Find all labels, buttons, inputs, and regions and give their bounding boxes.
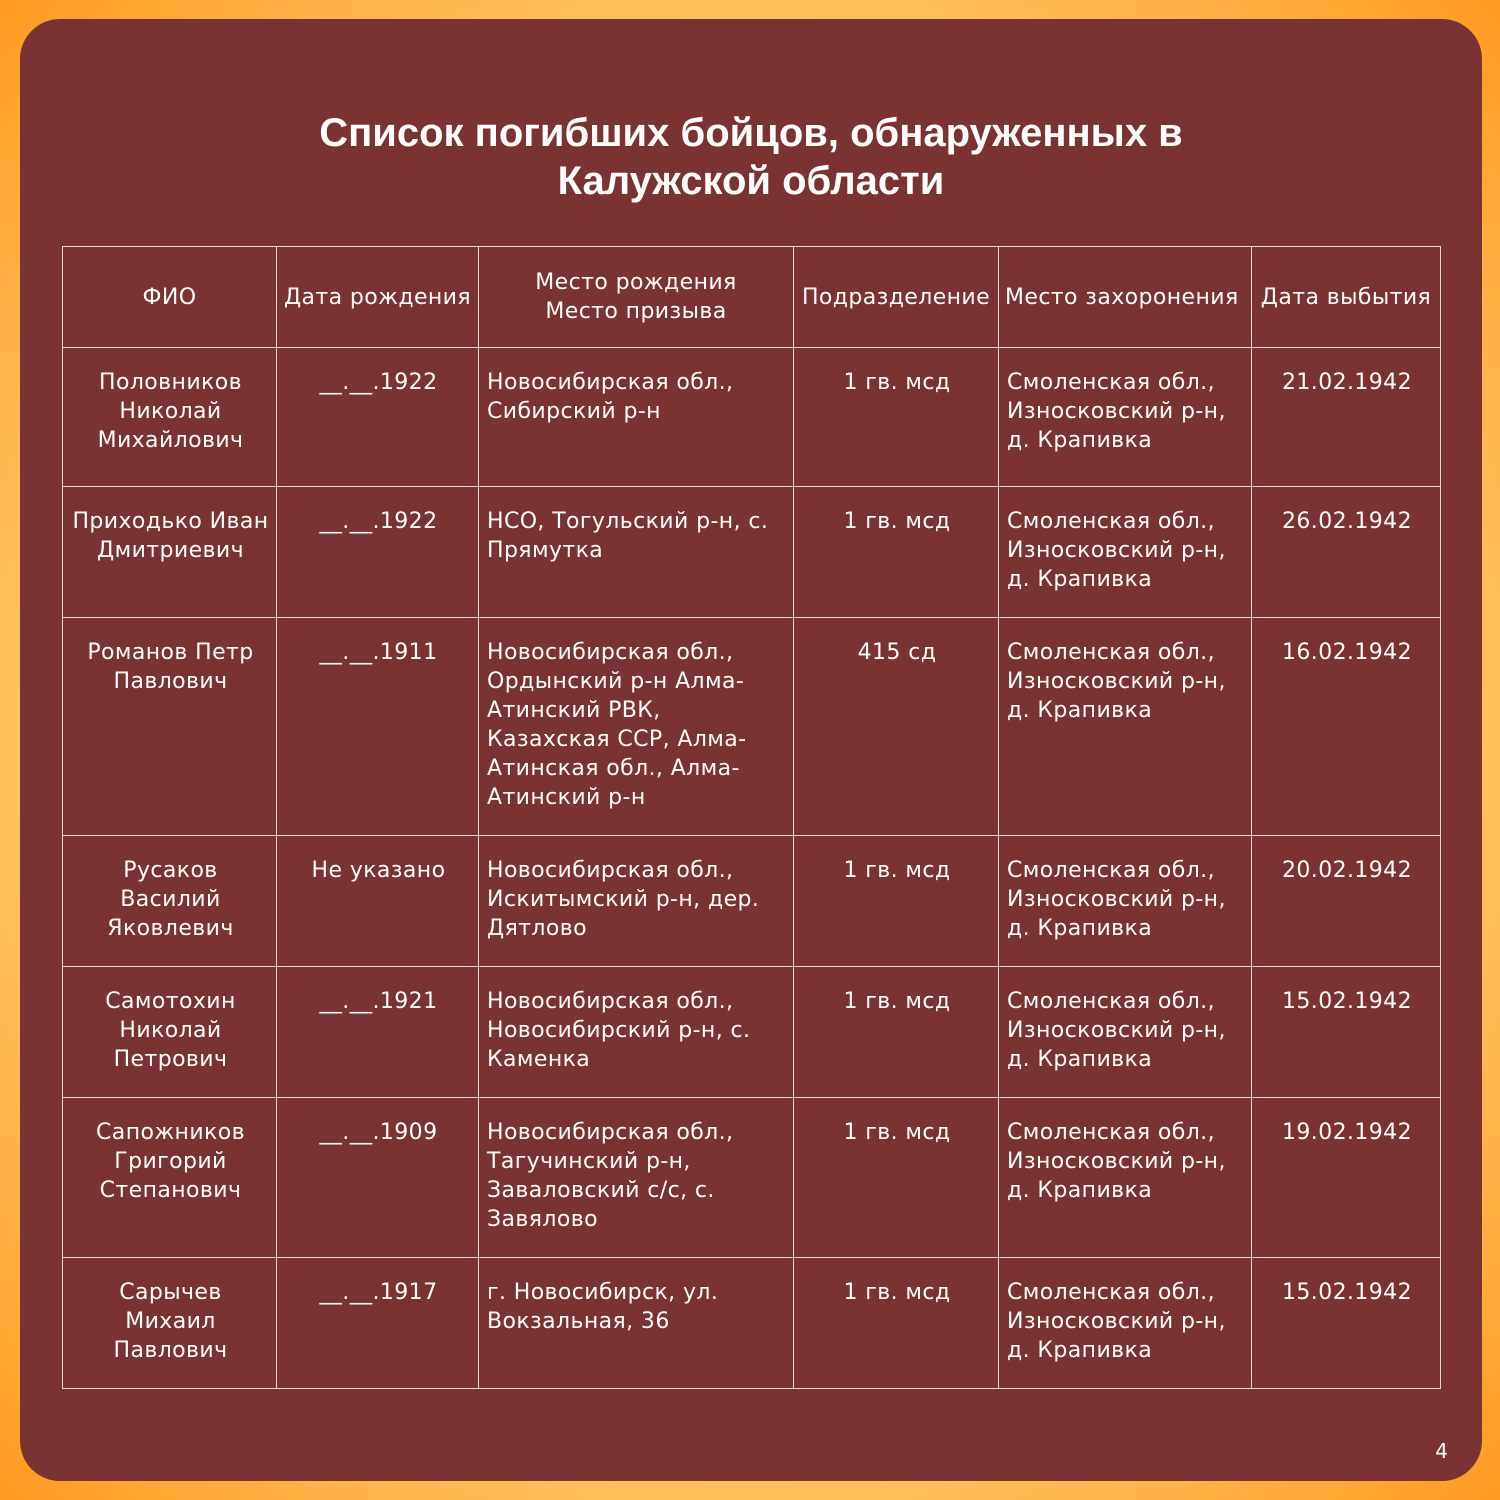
cell-burial-place: Смоленская обл., Износковский р-н, д. Крапивка — [999, 618, 1252, 836]
column-header-departure-date: Дата выбытия — [1252, 247, 1441, 348]
table-row — [63, 1098, 1441, 1258]
cell-birth-place: г. Новосибирск, ул. Вокзальная, 36 — [479, 1258, 794, 1389]
cell-birth-place: НСО, Тогульский р-н, с. Прямутка — [479, 487, 794, 618]
cell-birth-date: __.__.1922 — [277, 487, 479, 618]
cell-departure-date: 15.02.1942 — [1252, 1258, 1441, 1389]
cell-burial-place: Смоленская обл., Износковский р-н, д. Крапивка — [999, 1258, 1252, 1389]
cell-unit: 1 гв. мсд — [794, 487, 999, 618]
cell-burial-place: Смоленская обл., Износковский р-н, д. Крапивка — [999, 967, 1252, 1098]
cell-departure-date: 19.02.1942 — [1252, 1098, 1441, 1258]
content-card — [20, 19, 1482, 1481]
cell-unit: 415 сд — [794, 618, 999, 836]
cell-departure-date: 21.02.1942 — [1252, 348, 1441, 487]
cell-name: Половников Николай Михайлович — [63, 348, 277, 487]
cell-birth-place: Новосибирская обл., Новосибирский р-н, с. Каменка — [479, 967, 794, 1098]
table-row — [63, 618, 1441, 836]
page-title-line-1: Список погибших бойцов, обнаруженных в — [319, 111, 1183, 155]
cell-name: Самотохин Николай Петрович — [63, 967, 277, 1098]
page-number: 4 — [1435, 1439, 1448, 1463]
cell-departure-date: 26.02.1942 — [1252, 487, 1441, 618]
cell-birth-place: Новосибирская обл., Ордынский р-н Алма-Атинский РВК, Казахская ССР, Алма-Атинская обл., Алма-Атинский р-н — [479, 618, 794, 836]
cell-birth-date: __.__.1922 — [277, 348, 479, 487]
cell-unit: 1 гв. мсд — [794, 1098, 999, 1258]
column-header-unit: Подразделение — [794, 247, 999, 348]
cell-name: Приходько Иван Дмитриевич — [63, 487, 277, 618]
cell-birth-date: __.__.1911 — [277, 618, 479, 836]
cell-unit: 1 гв. мсд — [794, 967, 999, 1098]
cell-birth-place: Новосибирская обл., Искитымский р-н, дер. Дятлово — [479, 836, 794, 967]
cell-birth-date: Не указано — [277, 836, 479, 967]
soldiers-table — [62, 246, 1441, 1389]
cell-birth-place: Новосибирская обл., Тагучинский р-н, Заваловский с/с, с. Завялово — [479, 1098, 794, 1258]
cell-burial-place: Смоленская обл., Износковский р-н, д. Крапивка — [999, 1098, 1252, 1258]
table-row — [63, 967, 1441, 1098]
cell-unit: 1 гв. мсд — [794, 1258, 999, 1389]
column-header-birth-place — [479, 247, 794, 348]
table-row — [63, 836, 1441, 967]
cell-unit: 1 гв. мсд — [794, 348, 999, 487]
cell-burial-place: Смоленская обл., Износковский р-н, д. Крапивка — [999, 836, 1252, 967]
column-header-name: ФИО — [63, 247, 277, 348]
column-header-birth-date: Дата рождения — [277, 247, 479, 348]
cell-unit: 1 гв. мсд — [794, 836, 999, 967]
table-row — [63, 1258, 1441, 1389]
table-row — [63, 487, 1441, 618]
cell-name: Сарычев Михаил Павлович — [63, 1258, 277, 1389]
cell-burial-place: Смоленская обл., Износковский р-н, д. Крапивка — [999, 487, 1252, 618]
column-header-burial-place: Место захоронения — [999, 247, 1252, 348]
cell-departure-date: 15.02.1942 — [1252, 967, 1441, 1098]
page-title — [20, 109, 1482, 205]
table-row — [63, 348, 1441, 487]
column-header-birth-place-text: Место рождения Место призыва — [535, 270, 737, 324]
cell-burial-place: Смоленская обл., Износковский р-н, д. Крапивка — [999, 348, 1252, 487]
page-title-line-2: Калужской области — [557, 159, 945, 203]
cell-departure-date: 20.02.1942 — [1252, 836, 1441, 967]
cell-birth-date: __.__.1909 — [277, 1098, 479, 1258]
cell-name: Русаков Василий Яковлевич — [63, 836, 277, 967]
cell-name: Сапожников Григорий Степанович — [63, 1098, 277, 1258]
cell-departure-date: 16.02.1942 — [1252, 618, 1441, 836]
cell-birth-date: __.__.1921 — [277, 967, 479, 1098]
cell-birth-date: __.__.1917 — [277, 1258, 479, 1389]
cell-birth-place: Новосибирская обл., Сибирский р-н — [479, 348, 794, 487]
table-header-row — [63, 247, 1441, 348]
cell-name: Романов Петр Павлович — [63, 618, 277, 836]
